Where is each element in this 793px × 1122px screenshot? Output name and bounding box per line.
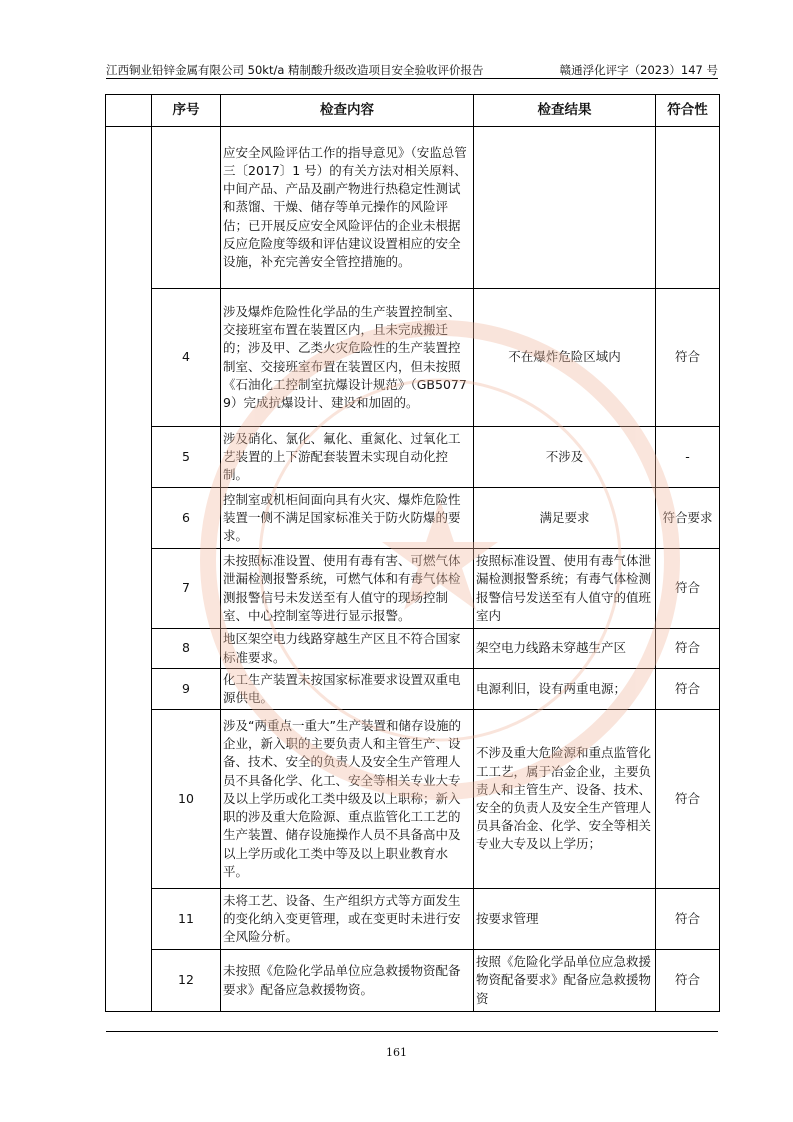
table-header-row [106, 95, 720, 127]
table-row [106, 710, 720, 889]
check-content: 涉及“两重点一重大”生产装置和储存设施的企业，新入职的主要负责人和主管生产、设备、技术、安全的负责人及安全生产管理人员不具备化学、化工、安全等相关专业大专及以上学历或化工类中级及以上职称；新入职的涉及重大危险源、重点监管化工工艺的生产装置、储存设施操作人员不具备高中及以上学历或化工类中等及以上职业教育水平。 [221, 710, 474, 889]
row-number: 8 [152, 629, 221, 669]
conformity: 符合 [656, 549, 720, 629]
table-row [106, 889, 720, 950]
check-result: 不涉及 [474, 427, 656, 488]
check-result: 按照《危险化学品单位应急救援物资配备要求》配备应急救援物资 [474, 950, 656, 1012]
header-divider [106, 78, 718, 79]
conformity [656, 127, 720, 289]
check-content: 未将工艺、设备、生产组织方式等方面发生的变化纳入变更管理，或在变更时未进行安全风险分析。 [221, 889, 474, 950]
conformity: 符合 [656, 669, 720, 710]
row-number: 7 [152, 549, 221, 629]
check-result: 满足要求 [474, 488, 656, 549]
conformity: 符合 [656, 629, 720, 669]
category-cell [106, 127, 152, 1012]
row-number: 10 [152, 710, 221, 889]
column-header-conformity: 符合性 [656, 95, 720, 127]
check-result: 架空电力线路未穿越生产区 [474, 629, 656, 669]
row-number [152, 127, 221, 289]
check-result: 不涉及重大危险源和重点监管化工工艺，属于冶金企业，主要负责人和主管生产、设备、技术、安全的负责人及安全生产管理人员具备冶金、化学、安全等相关专业大专及以上学历； [474, 710, 656, 889]
check-content: 应安全风险评估工作的指导意见》（安监总管三〔2017〕1 号）的有关方法对相关原料、中间产品、产品及副产物进行热稳定性测试和蒸馏、干燥、储存等单元操作的风险评估；已开展反应安全风险评估的企业未根据反应危险度等级和评估建议设置相应的安全设施，补充完善安全管控措施的。 [221, 127, 474, 289]
row-number: 9 [152, 669, 221, 710]
check-content: 化工生产装置未按国家标准要求设置双重电源供电。 [221, 669, 474, 710]
check-content: 涉及爆炸危险性化学品的生产装置控制室、交接班室布置在装置区内，且未完成搬迁的；涉及甲、乙类火灾危险性的生产装置控制室、交接班室布置在装置区内，但未按照《石油化工控制室抗爆设计规范》（GB50779）完成抗爆设计、建设和加固的。 [221, 289, 474, 427]
table-row [106, 950, 720, 1012]
table-row [106, 127, 720, 289]
page-header [106, 62, 718, 78]
conformity: 符合 [656, 289, 720, 427]
check-result: 按要求管理 [474, 889, 656, 950]
table-row [106, 427, 720, 488]
table-row [106, 549, 720, 629]
header-report-title: 江西铜业铅锌金属有限公司 50kt/a 精制酸升级改造项目安全验收评价报告 [106, 63, 484, 77]
conformity: 符合 [656, 710, 720, 889]
table-row [106, 669, 720, 710]
row-number: 11 [152, 889, 221, 950]
check-content: 地区架空电力线路穿越生产区且不符合国家标准要求。 [221, 629, 474, 669]
table-row [106, 488, 720, 549]
check-content: 涉及硝化、氯化、氟化、重氮化、过氧化工艺装置的上下游配套装置未实现自动化控制。 [221, 427, 474, 488]
inspection-table [105, 94, 720, 1012]
column-header-result: 检查结果 [474, 95, 656, 127]
footer-divider [106, 1031, 718, 1032]
row-number: 12 [152, 950, 221, 1012]
check-result [474, 127, 656, 289]
check-result: 不在爆炸危险区域内 [474, 289, 656, 427]
conformity: 符合要求 [656, 488, 720, 549]
row-number: 4 [152, 289, 221, 427]
check-content: 未按照《危险化学品单位应急救援物资配备要求》配备应急救援物资。 [221, 950, 474, 1012]
header-report-number: 赣通浮化评字（2023）147 号 [559, 63, 718, 77]
conformity: 符合 [656, 950, 720, 1012]
column-header-number: 序号 [152, 95, 221, 127]
check-result: 电源利旧，设有两重电源； [474, 669, 656, 710]
check-content: 控制室或机柜间面向具有火灾、爆炸危险性装置一侧不满足国家标准关于防火防爆的要求。 [221, 488, 474, 549]
row-number: 6 [152, 488, 221, 549]
page-number: 161 [386, 1046, 407, 1059]
table-row [106, 289, 720, 427]
table-row [106, 629, 720, 669]
row-number: 5 [152, 427, 221, 488]
column-header-category [106, 95, 152, 127]
column-header-content: 检查内容 [221, 95, 474, 127]
check-content: 未按照标准设置、使用有毒有害、可燃气体泄漏检测报警系统，可燃气体和有毒气体检测报警信号未发送至有人值守的现场控制室、中心控制室等进行显示报警。 [221, 549, 474, 629]
check-result: 按照标准设置、使用有毒气体泄漏检测报警系统；有毒气体检测报警信号发送至有人值守的值班室内 [474, 549, 656, 629]
conformity: - [656, 427, 720, 488]
conformity: 符合 [656, 889, 720, 950]
